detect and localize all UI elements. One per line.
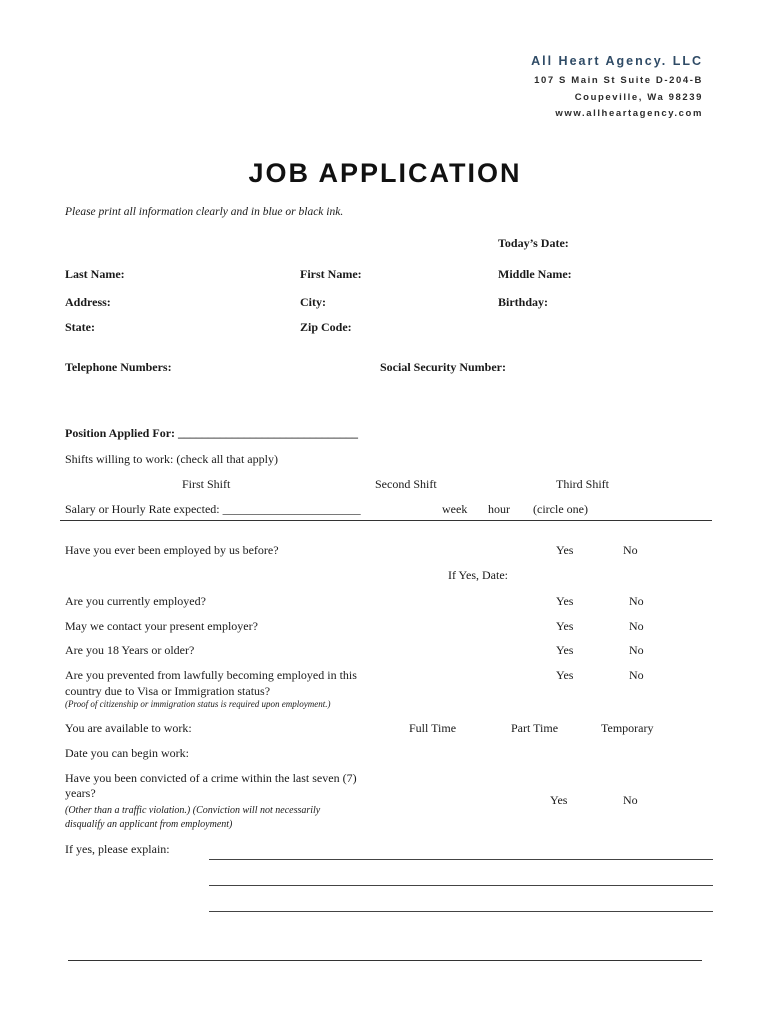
telephone-label: Telephone Numbers: (65, 360, 172, 374)
agency-website: www.allheartagency.com (555, 108, 703, 119)
section-divider (60, 520, 712, 521)
page-title: JOB APPLICATION (248, 158, 522, 188)
currently-employed-no[interactable]: No (629, 594, 644, 608)
zip-code-label: Zip Code: (300, 320, 352, 334)
convicted-note-line2: disqualify an applicant from employment) (65, 819, 233, 830)
address-label: Address: (65, 295, 111, 309)
middle-name-label: Middle Name: (498, 267, 572, 281)
contact-employer-yes[interactable]: Yes (556, 619, 574, 633)
visa-yes[interactable]: Yes (556, 668, 574, 682)
position-applied-label: Position Applied For: ______________________________ (65, 426, 359, 440)
instructions: Please print all information clearly and in blue or black ink. (65, 206, 344, 218)
age-question: Are you 18 Years or older? (65, 643, 195, 657)
second-shift-option[interactable]: Second Shift (375, 477, 437, 491)
currently-employed-yes[interactable]: Yes (556, 594, 574, 608)
visa-no[interactable]: No (629, 668, 644, 682)
birthday-label: Birthday: (498, 295, 549, 309)
temporary-option[interactable]: Temporary (601, 721, 654, 735)
if-yes-date-label: If Yes, Date: (448, 568, 508, 582)
available-question: You are available to work: (65, 721, 192, 735)
last-name-label: Last Name: (65, 267, 125, 281)
shifts-prompt: Shifts willing to work: (check all that apply) (65, 452, 278, 466)
salary-label: Salary or Hourly Rate expected: _______________________ (65, 502, 361, 516)
convicted-no[interactable]: No (623, 793, 638, 807)
convicted-yes[interactable]: Yes (550, 793, 568, 807)
ssn-label: Social Security Number: (380, 360, 506, 374)
agency-name: All Heart Agency. LLC (531, 54, 703, 68)
begin-work-label: Date you can begin work: (65, 746, 189, 760)
visa-question-line2: country due to Visa or Immigration status? (65, 684, 271, 698)
full-time-option[interactable]: Full Time (409, 721, 457, 735)
agency-address-line2: Coupeville, Wa 98239 (574, 92, 703, 103)
visa-question-line1: Are you prevented from lawfully becoming employed in this (65, 668, 357, 682)
hour-option[interactable]: hour (488, 502, 510, 516)
third-shift-option[interactable]: Third Shift (556, 477, 609, 491)
age-no[interactable]: No (629, 643, 644, 657)
first-name-label: First Name: (300, 267, 362, 281)
city-label: City: (300, 295, 326, 309)
convicted-question-line2: years? (65, 786, 96, 800)
convicted-question-line1: Have you been convicted of a crime within the last seven (7) (65, 771, 357, 785)
agency-address-line1: 107 S Main St Suite D-204-B (534, 75, 703, 86)
visa-note: (Proof of citizenship or immigration status is required upon employment.) (65, 699, 331, 709)
state-label: State: (65, 320, 95, 334)
currently-employed-question: Are you currently employed? (65, 594, 206, 608)
first-shift-option[interactable]: First Shift (182, 477, 231, 491)
explain-line-1[interactable] (209, 859, 713, 860)
employed-before-no[interactable]: No (623, 543, 638, 557)
footer-divider (68, 960, 702, 961)
explain-line-3[interactable] (209, 911, 713, 912)
week-option[interactable]: week (442, 502, 468, 516)
employed-before-question: Have you ever been employed by us before? (65, 543, 279, 557)
explain-label: If yes, please explain: (65, 842, 170, 856)
employed-before-yes[interactable]: Yes (556, 543, 574, 557)
age-yes[interactable]: Yes (556, 643, 574, 657)
circle-one-note: (circle one) (533, 502, 588, 516)
explain-line-2[interactable] (209, 885, 713, 886)
contact-employer-no[interactable]: No (629, 619, 644, 633)
todays-date-label: Today’s Date: (498, 236, 569, 250)
contact-employer-question: May we contact your present employer? (65, 619, 258, 633)
part-time-option[interactable]: Part Time (511, 721, 559, 735)
convicted-note-line1: (Other than a traffic violation.) (Conviction will not necessarily (65, 805, 321, 816)
